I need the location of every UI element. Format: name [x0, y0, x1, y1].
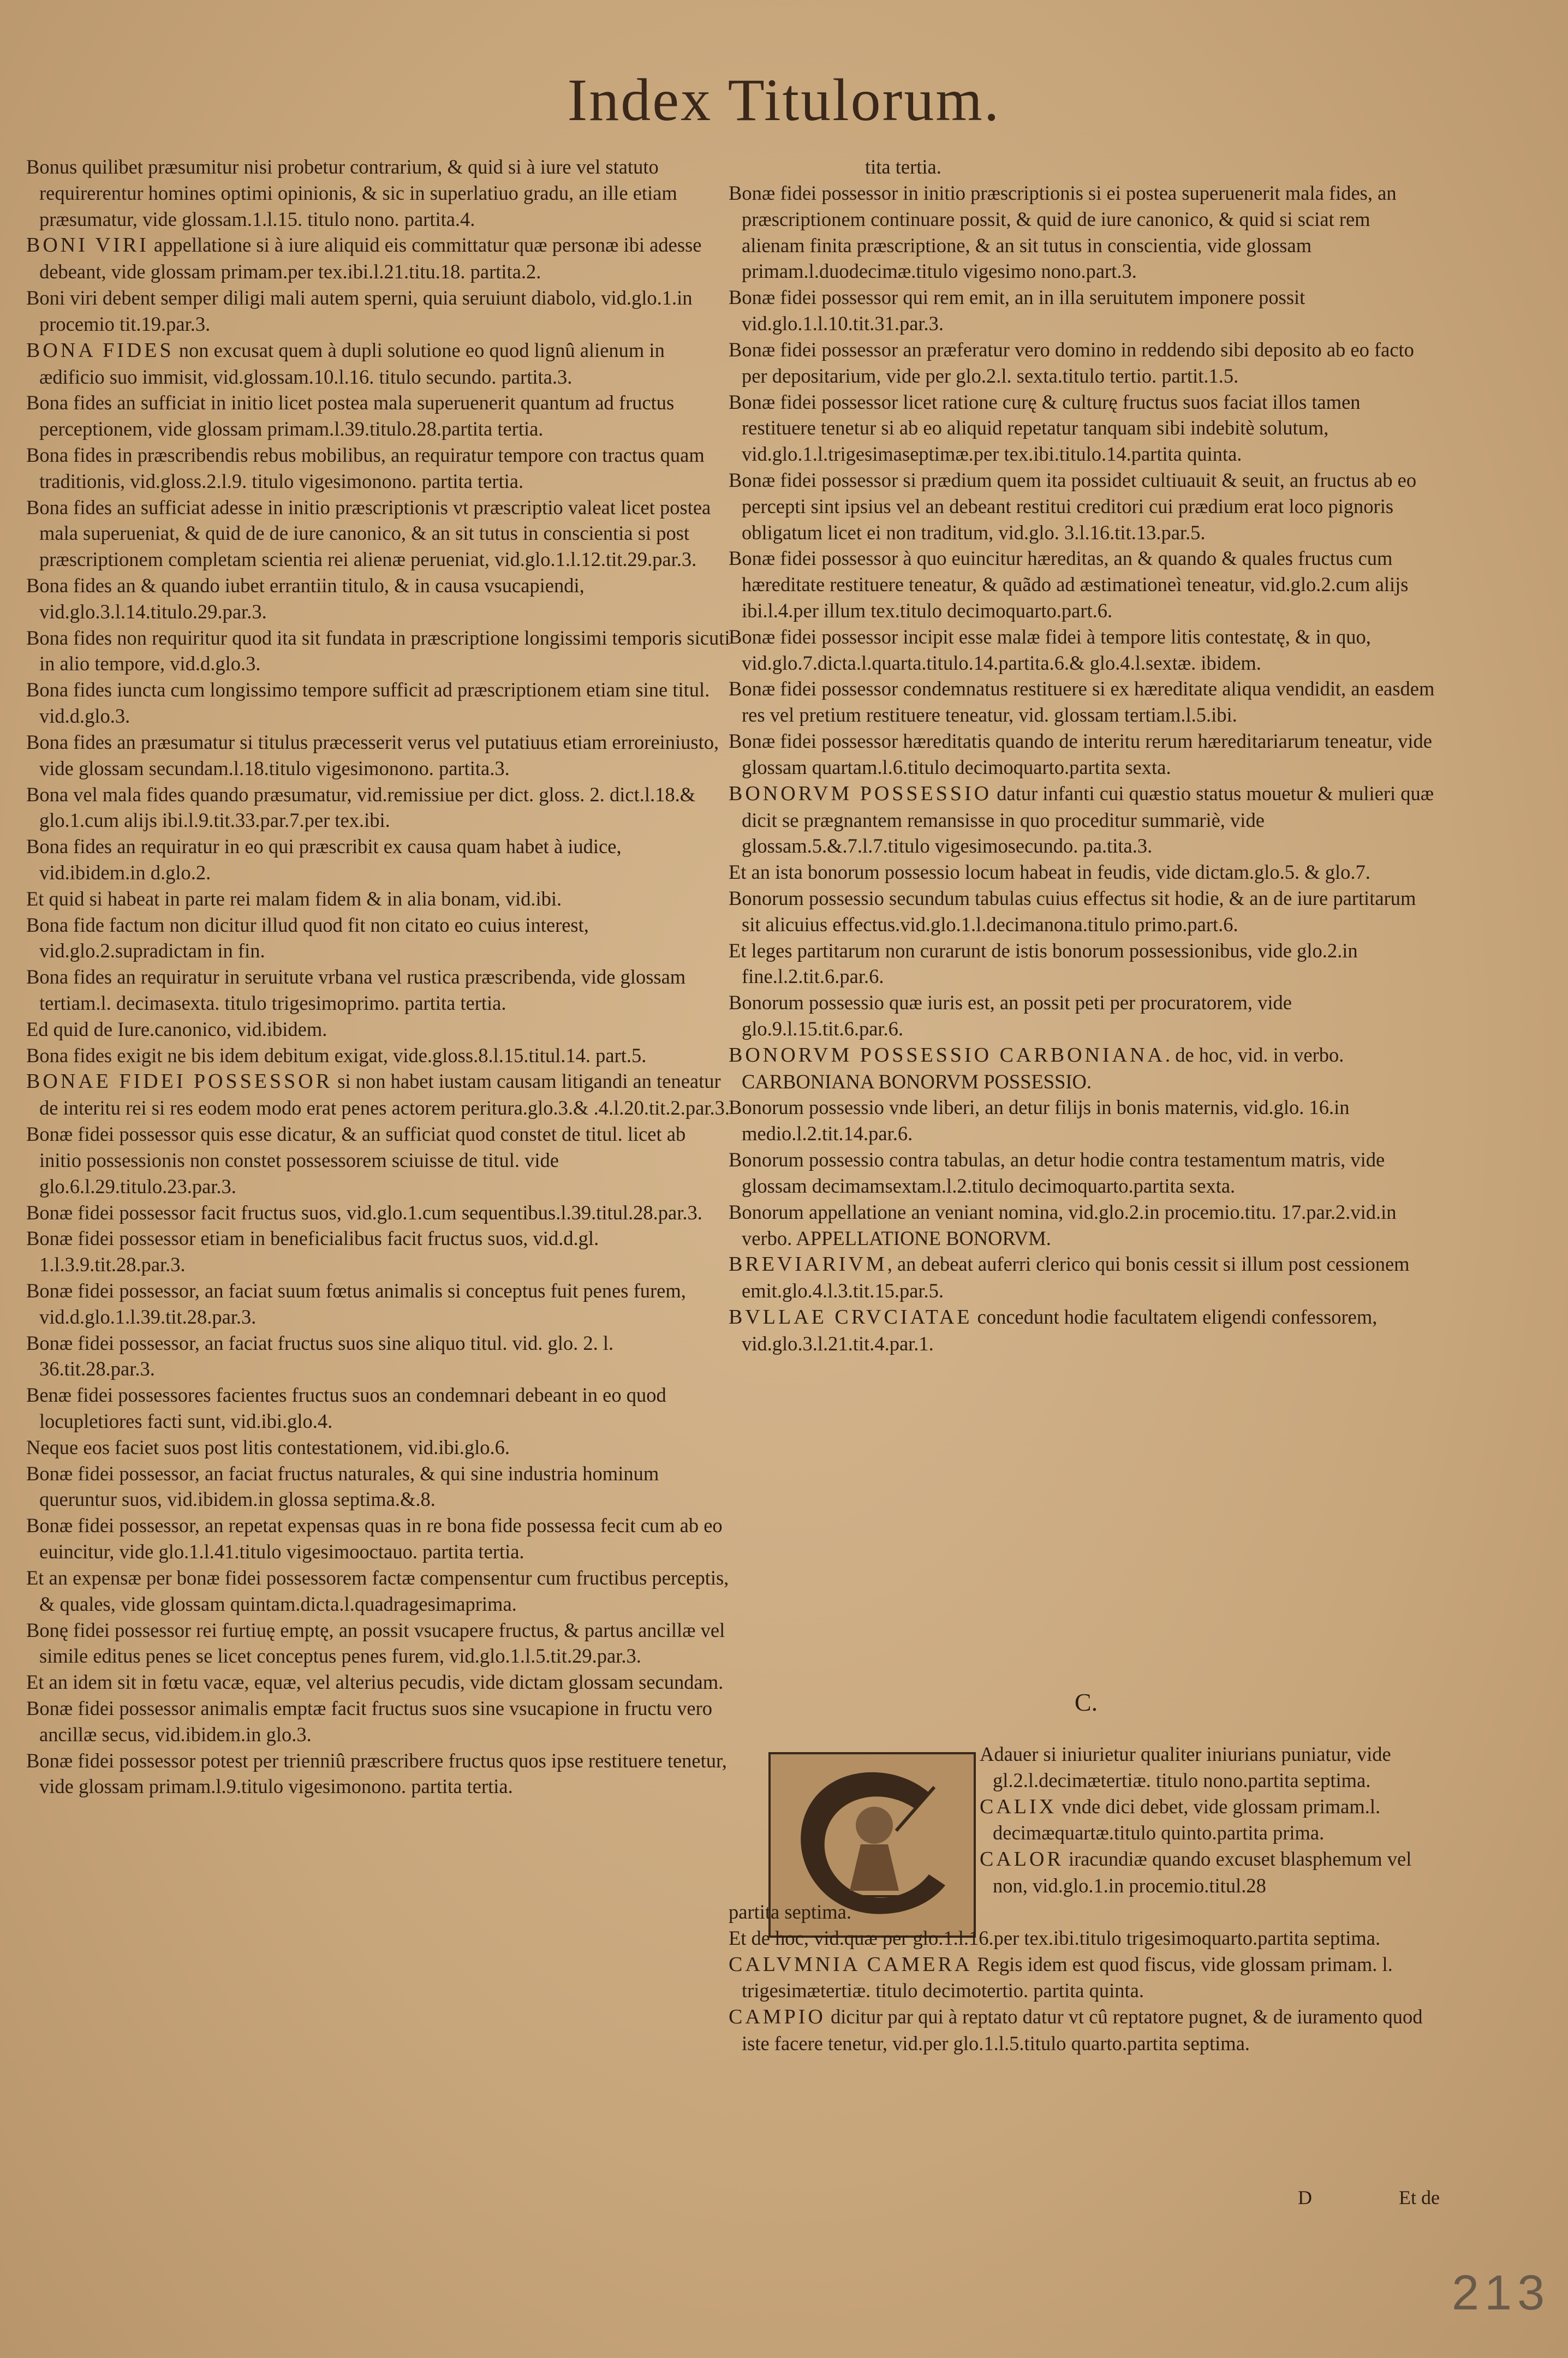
index-entry [729, 1899, 1438, 1925]
index-entry [26, 1434, 730, 1461]
index-entry [26, 677, 730, 729]
index-entry [729, 1147, 1438, 1199]
index-entry [26, 1695, 730, 1748]
index-entry [729, 1304, 1438, 1357]
entry-text: Et an idem sit in fœtu vacæ, equæ, vel alterius pecudis, vide dictam glossam secundam. [26, 1671, 724, 1694]
entry-text: dicitur par qui à reptato datur vt cû reptatore pugnet, & de iuramento quod iste facere tenetur, vid.per glo.1.l.5.titulo quarto.partita septima. [742, 2005, 1423, 2055]
index-entry [729, 1951, 1438, 2004]
right-column-entries [729, 180, 1438, 1357]
index-entry [729, 284, 1438, 337]
entry-text: Bonæ fidei possessor, an faciat suum fœtus animalis si conceptus fuit penes furem, vid.d.glo.1.l.39.tit.28.par.3. [26, 1279, 686, 1328]
entry-text: Et an ista bonorum possessio locum habeat in feudis, vide dictam.glo.5. & glo.7. [729, 861, 1370, 884]
index-entry [26, 886, 730, 912]
entry-text: non excusat quem à dupli solutione eo quod lignû alienum in ædificio suo immisit, vid.glossam.10.l.16. titulo secundo. partita.3. [39, 338, 665, 388]
index-entry [729, 885, 1438, 938]
entry-text: Bonorum possessio contra tabulas, an detur hodie contra testamentum matris, vide glossam decimamsextam.l.2.titulo decimoquarto.partita sexta. [729, 1148, 1385, 1197]
index-entry [729, 180, 1438, 284]
entry-text: iracundiæ quando excuset blasphemum vel non, vid.glo.1.in procemio.titul.28 [993, 1848, 1412, 1897]
entry-text: Adauer si iniurietur qualiter iniurians puniatur, vide gl.2.l.decimætertiæ. titulo nono.partita septima. [980, 1743, 1391, 1791]
index-entry [729, 1042, 1438, 1095]
entry-text: Bona fide factum non dicitur illud quod fit non citato eo cuius interest, vid.glo.2.supradictam in fin. [26, 913, 589, 962]
entry-heading: BONA FIDES [26, 338, 174, 362]
index-entry [26, 495, 730, 573]
entry-text: Bonæ fidei possessor qui rem emit, an in illa seruitutem imponere possit vid.glo.1.l.10.tit.31.par.3. [729, 286, 1305, 335]
index-entry [26, 232, 730, 285]
index-entry [729, 859, 1438, 885]
index-entry [26, 442, 730, 495]
index-entry [26, 1513, 730, 1565]
entry-text: si non habet iustam causam litigandi an teneatur de interitu rei si res eodem modo erat penes actorem peritura.glo.3.& .4.l.20.tit.2.par.3. [39, 1070, 730, 1120]
index-entry [26, 912, 730, 964]
index-entry [26, 337, 730, 390]
entry-text: Benæ fidei possessores facientes fructus suos an condemnari debeant in eo quod locupletiores facti sunt, vid.ibi.glo.4. [26, 1384, 666, 1432]
entry-text: partita septima. [729, 1900, 852, 1923]
index-entry [729, 728, 1438, 781]
entry-text: Bona fides iuncta cum longissimo tempore sufficit ad præscriptionem etiam sine titul. vid.d.glo.3. [26, 678, 710, 728]
index-entry [26, 1330, 730, 1383]
entry-heading: BONORVM POSSESSIO CARBONIANA [729, 1043, 1165, 1067]
entry-text: appellatione si à iure aliquid eis committatur quæ personæ ibi adesse debeant, vide glossam primam.per tex.ibi.l.21.titu.18. partita.2. [39, 234, 702, 283]
index-entry [26, 154, 730, 232]
index-entry [729, 2004, 1438, 2057]
entry-text: Bonus quilibet præsumitur nisi probetur contrarium, & quid si à iure vel statuto requirerentur homines optimi opinionis, & sic in superlatiuo gradu, an ille etiam præsumatur, vide glossam.1.l.15. titulo nono. partita.4. [26, 156, 677, 230]
entry-text: Bonæ fidei possessor, an faciat fructus naturales, & qui sine industria hominum queruntur suos, vid.ibidem.in glossa septima.&.8. [26, 1462, 659, 1511]
entry-text: Et leges partitarum non curarunt de istis bonorum possessionibus, vide glo.2.in fine.l.2.tit.6.par.6. [729, 939, 1358, 988]
index-entry [26, 1461, 730, 1513]
entry-text: Bonæ fidei possessor an præferatur vero domino in reddendo sibi deposito ab eo facto per depositarium, vide per glo.2.l. sexta.titulo tertio. partit.1.5. [729, 338, 1414, 387]
index-entry [729, 1094, 1438, 1147]
entry-text: Bona fides an præsumatur si titulus præcesserit verus vel putatiuus etiam erroreiniusto, vide glossam secundam.l.18.titulo vigesimonono. partita.3. [26, 730, 719, 779]
entry-text: Bonorum possessio secundum tabulas cuius effectus sit hodie, & an de iure partitarum sit alicuius effectus.vid.glo.1.l.decimanona.titulo primo.part.6. [729, 886, 1416, 936]
entry-heading: CAMPIO [729, 2005, 826, 2029]
entry-text: Bonæ fidei possessor in initio præscriptionis si ei postea superuenerit mala fides, an præscriptionem continuare possit, & quid de iure canonico, & quid si sciat rem alienam finita præscriptione, & an sit tutus in conscientia, vide glossam primam.l.duodecimæ.titulo vigesimo nono.part.3. [729, 182, 1397, 283]
index-entry [729, 1925, 1438, 1951]
entry-text: Bona fides an requiratur in seruitute vrbana vel rustica præscribenda, vide glossam tertiam.l. decimasexta. titulo trigesimoprimo. partita tertia. [26, 966, 686, 1014]
entry-text: Et an expensæ per bonæ fidei possessorem factæ compensentur cum fructibus perceptis, & quales, vide glossam quintam.dicta.l.quadragesimaprima. [26, 1566, 729, 1615]
left-column [26, 154, 730, 1800]
index-entry [26, 285, 730, 337]
entry-text: Ed quid de Iure.canonico, vid.ibidem. [26, 1017, 327, 1040]
index-entry [729, 389, 1438, 467]
entry-text: Bonæ fidei possessor licet ratione curę & culturę fructus suos faciat illos tamen restituere tenetur si ab eo aliquid repetatur tanquam sibi indebitè solutum, vid.glo.1.l.trigesimaseptimæ.per tex.ibi.titulo.14.partita quinta. [729, 390, 1361, 466]
entry-text: Et quid si habeat in parte rei malam fidem & in alia bonam, vid.ibi. [26, 887, 562, 910]
index-entry [26, 1068, 730, 1121]
entry-text: Bonorum possessio vnde liberi, an detur filijs in bonis maternis, vid.glo. 16.in medio.l.2.tit.14.par.6. [729, 1096, 1350, 1145]
index-entry [26, 625, 730, 677]
signature-mark: D [1298, 2187, 1312, 2208]
catchword: Et de [1399, 2187, 1440, 2208]
index-entry [26, 1043, 730, 1069]
entry-heading: BONI VIRI [26, 234, 149, 257]
entry-text: Bonæ fidei possessor quis esse dicatur, & an sufficiat quod constet de titul. licet ab initio possessionis non constet possessorem sciuisse de titul. vide glo.6.l.29.titulo.23.par.3. [26, 1123, 686, 1198]
entry-text: Boni viri debent semper diligi mali autem sperni, quia seruiunt diabolo, vid.glo.1.in procemio tit.19.par.3. [26, 287, 693, 335]
entry-text: Bonæ fidei possessor incipit esse malæ fidei à tempore litis contestatę, & in quo, vid.glo.7.dicta.l.quarta.titulo.14.partita.6.& glo.4.l.sextæ. ibidem. [729, 625, 1371, 674]
index-entry [26, 573, 730, 625]
c-section-entries [729, 1741, 1438, 2057]
entry-text: Bona fides non requiritur quod ita sit fundata in præscriptione longissimi temporis sicuti in alio tempore, vid.d.glo.3. [26, 626, 730, 675]
index-entry [980, 1741, 1438, 1794]
index-entry [729, 938, 1438, 990]
continuation-line: tita tertia. [865, 156, 941, 178]
index-entry [26, 964, 730, 1016]
entry-text: Bonæ fidei possessor animalis emptæ facit fructus suos sine vsucapione in fructu vero ancillæ secus, vid.ibidem.in glo.3. [26, 1696, 712, 1746]
index-entry [26, 1016, 730, 1043]
index-entry [26, 1121, 730, 1199]
index-entry [729, 545, 1438, 623]
index-entry [26, 1382, 730, 1434]
entry-text: . de hoc, vid. in verbo. CARBONIANA BONORVM POSSESSIO. [742, 1043, 1344, 1093]
entry-heading: CALOR [980, 1848, 1064, 1871]
index-entry [729, 676, 1438, 728]
index-entry [26, 1669, 730, 1695]
entry-text: Bona fides an sufficiat in initio licet postea mala superuenerit quantum ad fructus perceptionem, vide glossam primam.l.39.titulo.28.partita tertia. [26, 391, 675, 440]
entry-text: Bona vel mala fides quando præsumatur, vid.remissiue per dict. gloss. 2. dict.l.18.& glo.1.cum alijs ibi.l.9.tit.33.par.7.per tex.ibi. [26, 783, 696, 832]
entry-text: Bonæ fidei possessor, an faciat fructus suos sine aliquo titul. vid. glo. 2. l. 36.tit.28.par.3. [26, 1331, 614, 1380]
entry-text: Bona fides in præscribendis rebus mobilibus, an requiratur tempore con tractus quam traditionis, vid.gloss.2.l.9. titulo vigesimonono. partita tertia. [26, 443, 705, 492]
entry-text: Bonæ fidei possessor potest per trienniû præscribere fructus quos ipse restituere tenetur, vide glossam primam.l.9.titulo vigesimonono. partita tertia. [26, 1749, 727, 1798]
index-entry [980, 1846, 1438, 1899]
entry-text: Bonæ fidei possessor hæreditatis quando de interitu rerum hæreditariarum teneatur, vide glossam quartam.l.6.titulo decimoquarto.partita sexta. [729, 730, 1432, 778]
page-title: Index Titulorum. [567, 67, 1001, 133]
folio-number: 213 [1452, 2266, 1551, 2320]
entry-text: Bonæ fidei possessor facit fructus suos, vid.glo.1.cum sequentibus.l.39.titul.28.par.3. [26, 1201, 702, 1224]
index-entry [729, 337, 1438, 389]
entry-text: concedunt hodie facultatem eligendi confessorem, vid.glo.3.l.21.tit.4.par.1. [742, 1305, 1378, 1355]
index-entry [26, 1200, 730, 1226]
index-entry [26, 1278, 730, 1330]
index-entry [26, 729, 730, 782]
entry-text: Bonæ fidei possessor si prædium quem ita possidet cultiuauit & seuit, an fructus ab eo percepti sint ipsius vel an debeant restitui creditori cui prædium erat loco pignoris obligatum licet ei non traditum, vid.glo. 3.l.16.tit.13.par.5. [729, 468, 1417, 544]
entry-heading: BONAE FIDEI POSSESSOR [26, 1070, 333, 1093]
index-entry [729, 624, 1438, 676]
index-entry [729, 467, 1438, 545]
entry-text: Bonorum possessio quæ iuris est, an possit peti per procuratorem, vide glo.9.l.15.tit.6.par.6. [729, 991, 1292, 1040]
entry-heading: CALVMNIA CAMERA [729, 1952, 973, 1976]
index-entry [729, 1251, 1438, 1304]
entry-heading: BVLLAE CRVCIATAE [729, 1305, 973, 1329]
entry-text: Bonorum appellatione an veniant nomina, vid.glo.2.in procemio.titu. 17.par.2.vid.in verbo. APPELLATIONE BONORVM. [729, 1200, 1397, 1249]
entry-heading: BREVIARIVM [729, 1253, 887, 1276]
entry-text: , an debeat auferri clerico qui bonis cessit si illum post cessionem emit.glo.4.l.3.tit.15.par.5. [742, 1253, 1410, 1302]
index-entry [26, 390, 730, 442]
index-entry [729, 990, 1438, 1042]
entry-text: Bonæ fidei possessor etiam in beneficialibus facit fructus suos, vid.d.gl. 1.l.3.9.tit.28.par.3. [26, 1227, 599, 1276]
entry-text: Regis idem est quod fiscus, vide glossam primam. l. trigesimætertiæ. titulo decimotertio. partita quinta. [742, 1952, 1393, 2002]
entry-heading: CALIX [980, 1795, 1057, 1818]
entry-text: Bonæ fidei possessor condemnatus restituere si ex hæreditate aliqua vendidit, an easdem res vel pretium restituere teneatur, vid. glossam tertiam.l.5.ibi. [729, 677, 1435, 727]
entry-text: Et de hoc, vid.quæ per glo.1.l.16.per tex.ibi.titulo trigesimoquarto.partita septima. [729, 1926, 1381, 1949]
index-entry [980, 1794, 1438, 1847]
index-entry [26, 1565, 730, 1617]
entry-text: Bonæ fidei possessor à quo euincitur hæreditas, an & quando & quales fructus cum hæreditate restituere teneatur, & quãdo ad æstimationeì teneatur, vid.glo.2.cum alijs ibi.l.4.per illum tex.titulo decimoquarto.part.6. [729, 547, 1409, 622]
entry-text: datur infanti cui quæstio status mouetur & mulieri quæ dicit se prægnantem remansisse in quo proceditur summariè, vide glossam.5.&.7.l.7.titulo vigesimosecundo. pa.tita.3. [742, 782, 1434, 858]
index-entry [26, 833, 730, 886]
entry-text: Bona fides exigit ne bis idem debitum exigat, vide.gloss.8.l.15.titul.14. part.5. [26, 1044, 647, 1067]
section-letter-c: C. [1074, 1688, 1098, 1716]
index-entry [729, 781, 1438, 859]
entry-heading: BONORVM POSSESSIO [729, 782, 992, 805]
entry-text: Bona fides an requiratur in eo qui præscribit ex causa quam habet à iudice, vid.ibidem.in d.glo.2. [26, 835, 622, 884]
entry-text: Bona fides an & quando iubet errantiin titulo, & in causa vsucapiendi, vid.glo.3.l.14.titulo.29.par.3. [26, 574, 585, 623]
index-entry [26, 782, 730, 834]
entry-text: Bonę fidei possessor rei furtiuę emptę, an possit vsucapere fructus, & partus ancillæ vel simile editus penes se licet conceptus penes furem, vid.glo.1.l.5.tit.29.par.3. [26, 1618, 725, 1668]
index-entry [26, 1617, 730, 1670]
index-entry [729, 1199, 1438, 1252]
index-entry [26, 1225, 730, 1278]
catchwords [1298, 2186, 1440, 2209]
entry-text: Bonæ fidei possessor, an repetat expensas quas in re bona fide possessa fecit cum ab eo euincitur, vide glo.1.l.41.titulo vigesimooctauo. partita tertia. [26, 1514, 723, 1563]
index-entry [26, 1748, 730, 1800]
entry-text: vnde dici debet, vide glossam primam.l. decimæquartæ.titulo quinto.partita prima. [993, 1795, 1381, 1844]
entry-text: Bona fides an sufficiat adesse in initio præscriptionis vt præscriptio valeat licet postea mala superueniat, & quid de de iure canonico, & an sit tutus in conscientia si post præscriptionem completam scientia rei alienæ perueniat, vid.glo.1.l.12.tit.29.par.3. [26, 496, 711, 571]
entry-text: Neque eos faciet suos post litis contestationem, vid.ibi.glo.6. [26, 1436, 510, 1458]
right-column [729, 154, 1438, 1357]
